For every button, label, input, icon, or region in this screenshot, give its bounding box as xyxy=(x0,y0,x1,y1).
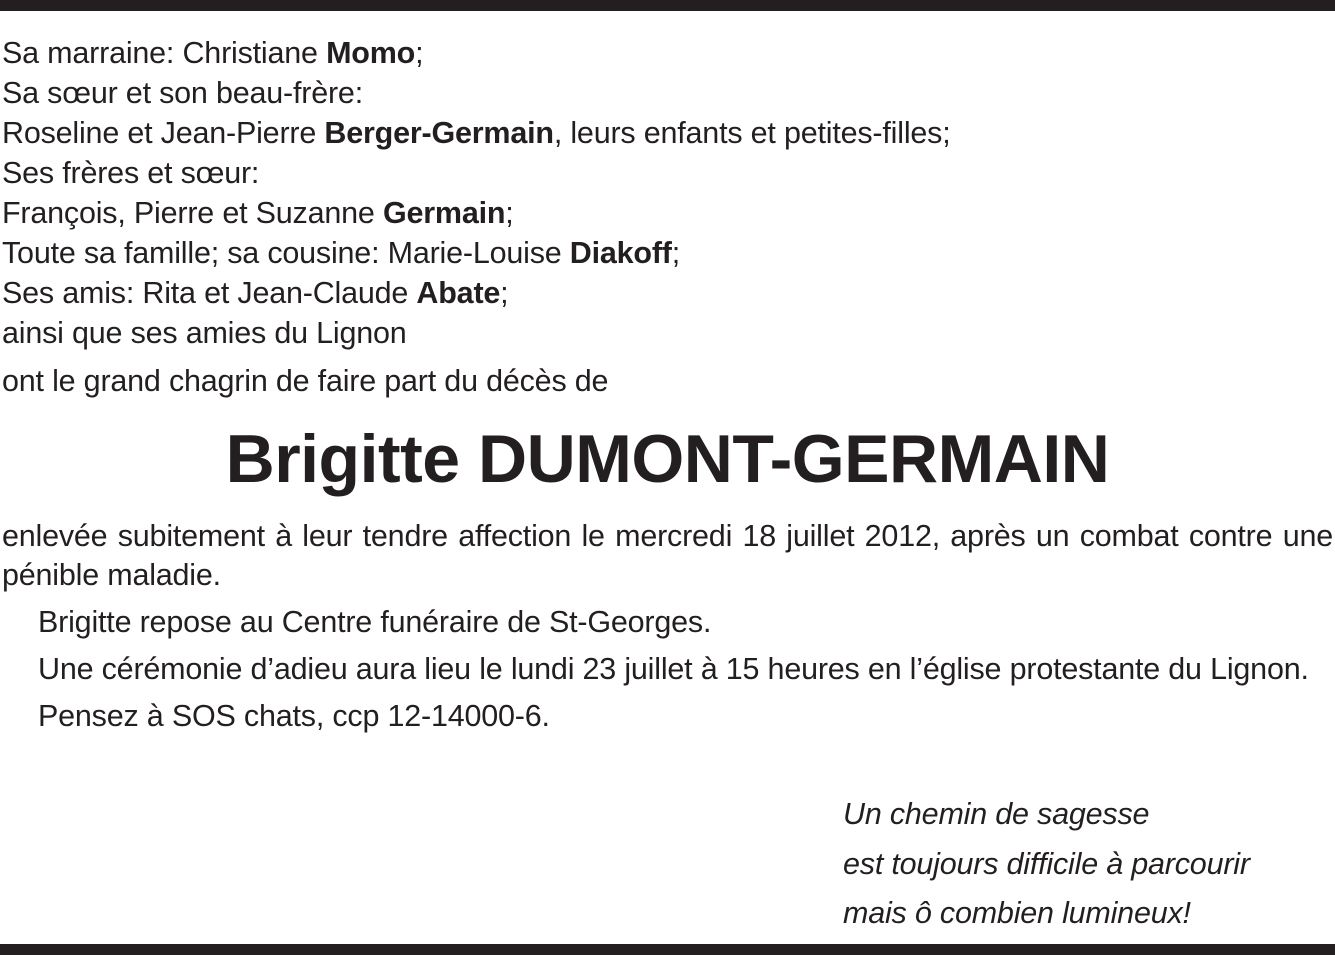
punctuation: ; xyxy=(505,196,514,230)
godmother-surname: Momo xyxy=(326,36,416,70)
rest-paragraph: Brigitte repose au Centre funéraire de St-Georges. xyxy=(38,605,712,639)
deceased-name: Brigitte DUMONT-GERMAIN xyxy=(225,421,1110,497)
obituary-body xyxy=(2,33,1333,736)
friends-line xyxy=(2,273,1333,313)
cousin-line xyxy=(2,233,1333,273)
friends-text: Ses amis: Rita et Jean-Claude xyxy=(2,276,417,310)
sister-suffix: , leurs enfants et petites-filles; xyxy=(553,116,951,150)
sister-line xyxy=(2,113,1333,153)
quote-line-2: est toujours difficile à parcourir xyxy=(843,846,1250,881)
announcement-intro: ont le grand chagrin de faire part du décès de xyxy=(2,364,609,398)
sister-names: Roseline et Jean-Pierre xyxy=(2,116,325,150)
godmother-line xyxy=(2,33,1333,73)
sister-surname: Berger-Germain xyxy=(324,116,554,150)
friends-more-line: ainsi que ses amies du Lignon xyxy=(2,316,407,350)
ceremony-paragraph: Une cérémonie d’adieu aura lieu le lundi 23 juillet à 15 heures en l’église protestante du Lignon. xyxy=(38,652,1309,686)
siblings-heading: Ses frères et sœur: xyxy=(2,156,260,190)
siblings-surname: Germain xyxy=(382,196,506,230)
punctuation: ; xyxy=(500,276,509,310)
sister-heading: Sa sœur et son beau-frère: xyxy=(2,76,363,110)
cousin-text: Toute sa famille; sa cousine: Marie-Louise xyxy=(2,236,570,270)
siblings-names: François, Pierre et Suzanne xyxy=(2,196,383,230)
closing-quote xyxy=(843,790,1250,939)
cousin-surname: Diakoff xyxy=(569,236,672,270)
top-rule xyxy=(0,0,1335,11)
death-paragraph: enlevée subitement à leur tendre affection le mercredi 18 juillet 2012, après un combat contre une pénible maladie. xyxy=(2,519,1333,592)
siblings-line xyxy=(2,193,1333,233)
quote-line-1: Un chemin de sagesse xyxy=(843,797,1150,831)
punctuation: ; xyxy=(671,236,681,270)
bottom-rule xyxy=(0,944,1335,955)
friends-surname: Abate xyxy=(416,276,501,310)
quote-line-3: mais ô combien lumineux! xyxy=(843,896,1191,930)
punctuation: ; xyxy=(415,36,424,70)
godmother-text: Sa marraine: Christiane xyxy=(2,36,327,70)
donation-paragraph: Pensez à SOS chats, ccp 12-14000-6. xyxy=(38,699,550,733)
